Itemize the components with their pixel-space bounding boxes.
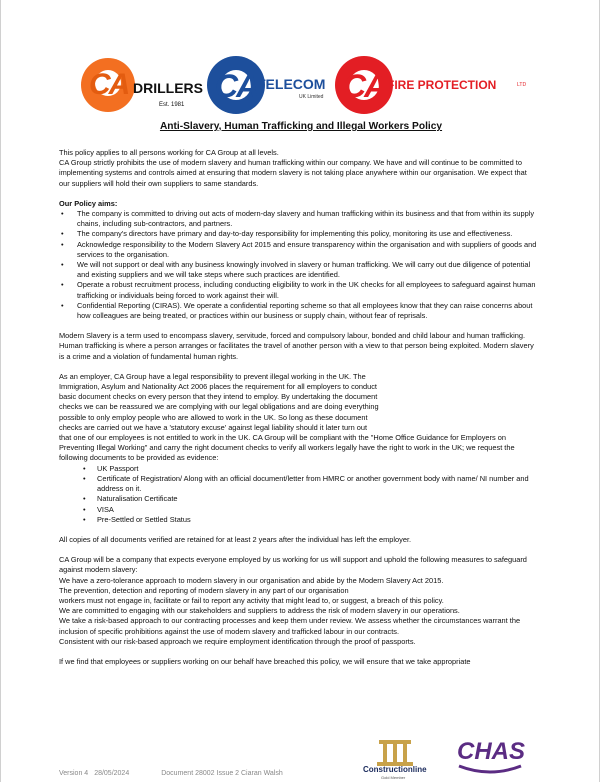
document-item: • Naturalisation Certificate xyxy=(59,494,537,504)
drillers-name: DRILLERS xyxy=(133,80,203,96)
aim-item: • The company's directors have primary and day-to-day responsibility for implementing this policy, monitoring its use and effectiveness. xyxy=(59,229,537,239)
commitment-line: The prevention, detection and reporting of modern slavery in any part of our organisation xyxy=(59,585,349,595)
aim-item: • Confidential Reporting (CIRAS). We operate a confidential reporting scheme so that all employees know that they can raise concerns about how colleagues are being treated, or practices within our business or supply chain, without fear of reprisals. xyxy=(59,301,537,321)
employer-line: Immigration, Asylum and Nationality Act 2006 places the requirement for all employers to conduct xyxy=(59,382,377,392)
policy-title: Anti-Slavery, Human Trafficking and Illegal Workers Policy xyxy=(159,121,443,132)
aim-item: • Operate a robust recruitment process, including conducting eligibility to work in the UK checks for all employees to safeguard against human trafficking or individuals being forced to work against their will. xyxy=(59,280,537,300)
breach-statement: If we find that employees or suppliers working on our behalf have breached this policy, we will ensure that we take appropriate xyxy=(59,656,471,666)
fire-name: FIRE PROTECTION xyxy=(387,78,497,92)
telecom-sub: UK Limited xyxy=(299,94,324,100)
ca-drillers-logo xyxy=(79,56,209,118)
modern-slavery-definition: Modern Slavery is a term used to encompass slavery, servitude, forced and compulsory labour, bonded and child labour and human trafficking. Human trafficking is where a person arranges or facilitates the travel of another person with a view to that person being exploited. Modern slavery is a crime and a violation of fundamental human rights. xyxy=(59,331,534,361)
footer-document: Document 28002 Issue 2 Ciaran Walsh xyxy=(161,770,283,777)
document-item: • UK Passport xyxy=(59,464,537,474)
constructionline-sub: Gold Member xyxy=(381,775,406,780)
aims-list xyxy=(59,209,537,321)
employer-line: As an employer, CA Group have a legal responsibility to prevent illegal working in the UK. The xyxy=(59,371,366,381)
company-logos xyxy=(79,56,529,118)
aim-item: • Acknowledge responsibility to the Modern Slavery Act 2015 and ensure transparency within the organisation and with suppliers of goods and services to the organisation. xyxy=(59,240,537,260)
commitment-line: CA Group will be a company that expects everyone employed by us working for us will support and uphold the following measures to safeguard against modern slavery: xyxy=(59,555,527,575)
employer-line: checks we can be reassured we are complying with our legal obligations and are doing everything xyxy=(59,402,379,412)
document-item: • VISA xyxy=(59,505,537,515)
commitment-line: We take a risk-based approach to our contracting processes and keep them under review. We assess whether the circumstances warrant the inclusion of specific prohibitions against the use of modern slavery and trafficked labour in our contracts. xyxy=(59,616,521,636)
constructionline-icon xyxy=(361,738,441,768)
commitment-line: We have a zero-tolerance approach to modern slavery in our organisation and abide by the Modern Slavery Act 2015. xyxy=(59,575,444,585)
aim-item: • We will not support or deal with any business knowingly involved in slavery or human trafficking. We will carry out due diligence of potential and existing suppliers and we will take steps where such practices are identified. xyxy=(59,260,537,280)
footer-date: 28/05/2024 xyxy=(94,770,130,777)
chas-badge xyxy=(457,738,527,778)
retention-statement: All copies of all documents verified are retained for at least 2 years after the individual has left the employer. xyxy=(59,534,412,544)
documents-list xyxy=(59,464,537,525)
policy-body xyxy=(59,148,537,667)
commitment-line: We are committed to engaging with our stakeholders and suppliers to address the risk of modern slavery in our operations. xyxy=(59,606,460,616)
employer-line: checks are carried out we have a 'statutory excuse' against legal liability should it later turn out xyxy=(59,422,368,432)
intro-commitment: CA Group strictly prohibits the use of modern slavery and human trafficking within our company. We have and will continue to be committed to implementing systems and controls aimed at ensuring that modern slavery is not taking place anywhere within our organisation. We expect that our suppliers will hold their own suppliers to same standards. xyxy=(59,158,527,188)
employer-line: possible to only employ people who are allowed to work in the UK. So long as these document xyxy=(59,412,368,422)
telecom-mark: CA xyxy=(215,68,258,104)
drillers-est: Est. 1981 xyxy=(159,102,185,108)
ca-fire-protection-logo xyxy=(335,56,529,118)
constructionline-label: Constructionline xyxy=(363,765,427,774)
page-footer xyxy=(59,770,301,777)
fire-sub: LTD xyxy=(517,82,527,88)
document-item: • Pre-Settled or Settled Status xyxy=(59,515,537,525)
footer-version: Version 4 xyxy=(59,770,89,777)
aim-item: • The company is committed to driving out acts of modern-day slavery and human trafficking within its business and that from within its supply chains, including sub-contractors, and partners. xyxy=(59,209,537,229)
constructionline-badge xyxy=(361,738,441,778)
aims-heading: Our Policy aims: xyxy=(59,198,118,208)
chas-swoosh-icon xyxy=(457,764,523,776)
chas-label: CHAS xyxy=(457,738,526,765)
drillers-mark: CA xyxy=(89,68,129,101)
intro-scope: This policy applies to all persons working for CA Group at all levels. xyxy=(59,148,279,157)
commitment-line: workers must not engage in, facilitate or fail to report any activity that might lead to, or suggest, a breach of this policy. xyxy=(59,595,444,605)
fire-mark: CA xyxy=(343,68,386,104)
employer-line: basic document checks on every person that they intend to employ. By undertaking the document xyxy=(59,392,378,402)
employer-line: that one of our employees is not entitled to work in the UK. CA Group will be compliant with the "Home Office Guidance for Employers on Preventing Illegal Working" and carry the right document checks to verify all workers legally have the right to work in the UK; we request the following documents to be provided as evidence: xyxy=(59,433,515,463)
document-item: • Certificate of Registration/ Along with an official document/letter from HMRC or another government body with name/ NI number and address on it. xyxy=(59,474,537,494)
ca-telecom-logo xyxy=(207,56,335,118)
telecom-name: TELECOM xyxy=(257,76,326,92)
commitment-line: Consistent with our risk-based approach we require employment identification through the proof of passports. xyxy=(59,636,416,646)
